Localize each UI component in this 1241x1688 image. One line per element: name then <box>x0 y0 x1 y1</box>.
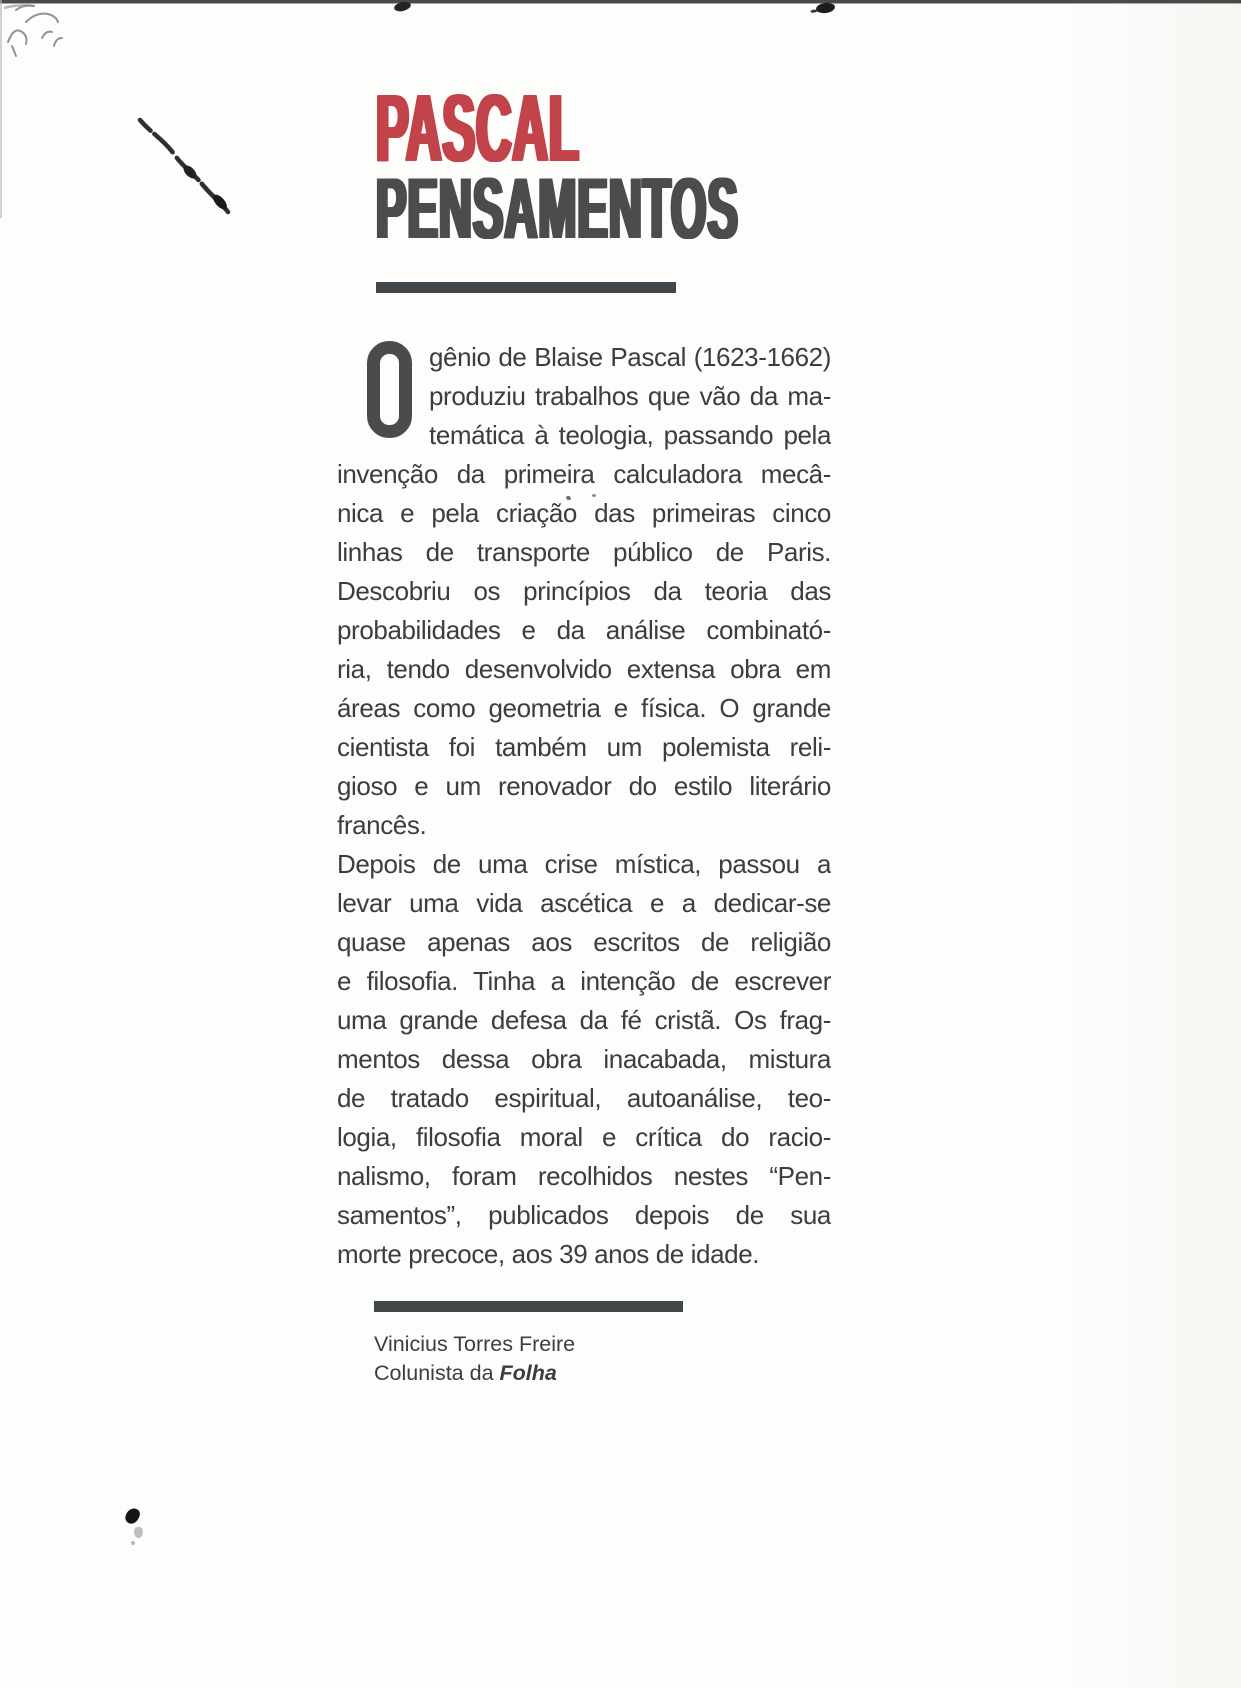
text-line: invenção da primeira calculadora mecâ- <box>337 459 831 489</box>
byline-role: Colunista da Folha <box>374 1361 557 1385</box>
byline-name: Vinicius Torres Freire <box>374 1332 576 1356</box>
text-line: gioso e um renovador do estilo literário <box>337 771 831 801</box>
text-line: levar uma vida ascética e a dedicar-se <box>337 888 831 918</box>
text-line: nalismo, foram recolhidos nestes “Pen- <box>337 1161 831 1191</box>
synopsis-lines <box>337 338 831 1274</box>
synopsis <box>337 338 831 1274</box>
text-line: áreas como geometria e física. O grande <box>337 693 831 723</box>
text-line: mentos dessa obra inacabada, mistura <box>337 1044 831 1074</box>
divider-rule-bottom <box>374 1301 683 1312</box>
text-line: gênio de Blaise Pascal (1623-1662) <box>429 342 831 372</box>
text-line: quase apenas aos escritos de religião <box>337 927 831 957</box>
text-line: logia, filosofia moral e crítica do racio- <box>337 1122 831 1152</box>
scan-ink-speck <box>131 1541 135 1545</box>
publication-name: Folha <box>499 1361 557 1385</box>
scan-smudge-streak <box>130 110 242 218</box>
text-line: uma grande defesa da fé cristã. Os frag- <box>337 1005 831 1035</box>
divider-rule-top <box>376 282 676 293</box>
text-line: de tratado espiritual, autoanálise, teo- <box>337 1083 831 1113</box>
text-line: Descobriu os princípios da teoria das <box>337 576 831 606</box>
book-title: PENSAMENTOS <box>376 161 739 257</box>
drop-cap <box>367 341 412 438</box>
text-line: morte precoce, aos 39 anos de idade. <box>337 1239 760 1269</box>
text-line: probabilidades e da análise combinató- <box>337 615 831 645</box>
scan-ink-dot-tail <box>133 1526 144 1538</box>
author-title: PASCAL <box>376 75 580 182</box>
text-line: samentos”, publicados depois de sua <box>337 1200 831 1230</box>
scan-pencil-scribble <box>2 2 94 74</box>
text-line: produziu trabalhos que vão da ma- <box>429 381 831 411</box>
text-line: nica e pela criação das primeiras cinco <box>337 498 831 528</box>
byline <box>374 1330 575 1388</box>
scan-edge-line <box>0 0 1241 3</box>
text-line: e filosofia. Tinha a intenção de escrever <box>337 966 831 996</box>
scan-ink-dot <box>123 1506 141 1526</box>
text-line: Depois de uma crise mística, passou a <box>337 849 831 879</box>
text-line: linhas de transporte público de Paris. <box>337 537 831 567</box>
text-line: francês. <box>337 810 427 840</box>
text-line: ria, tendo desenvolvido extensa obra em <box>337 654 831 684</box>
text-line: temática à teologia, passando pela <box>429 420 831 450</box>
text-line: cientista foi também um polemista reli- <box>337 732 831 762</box>
